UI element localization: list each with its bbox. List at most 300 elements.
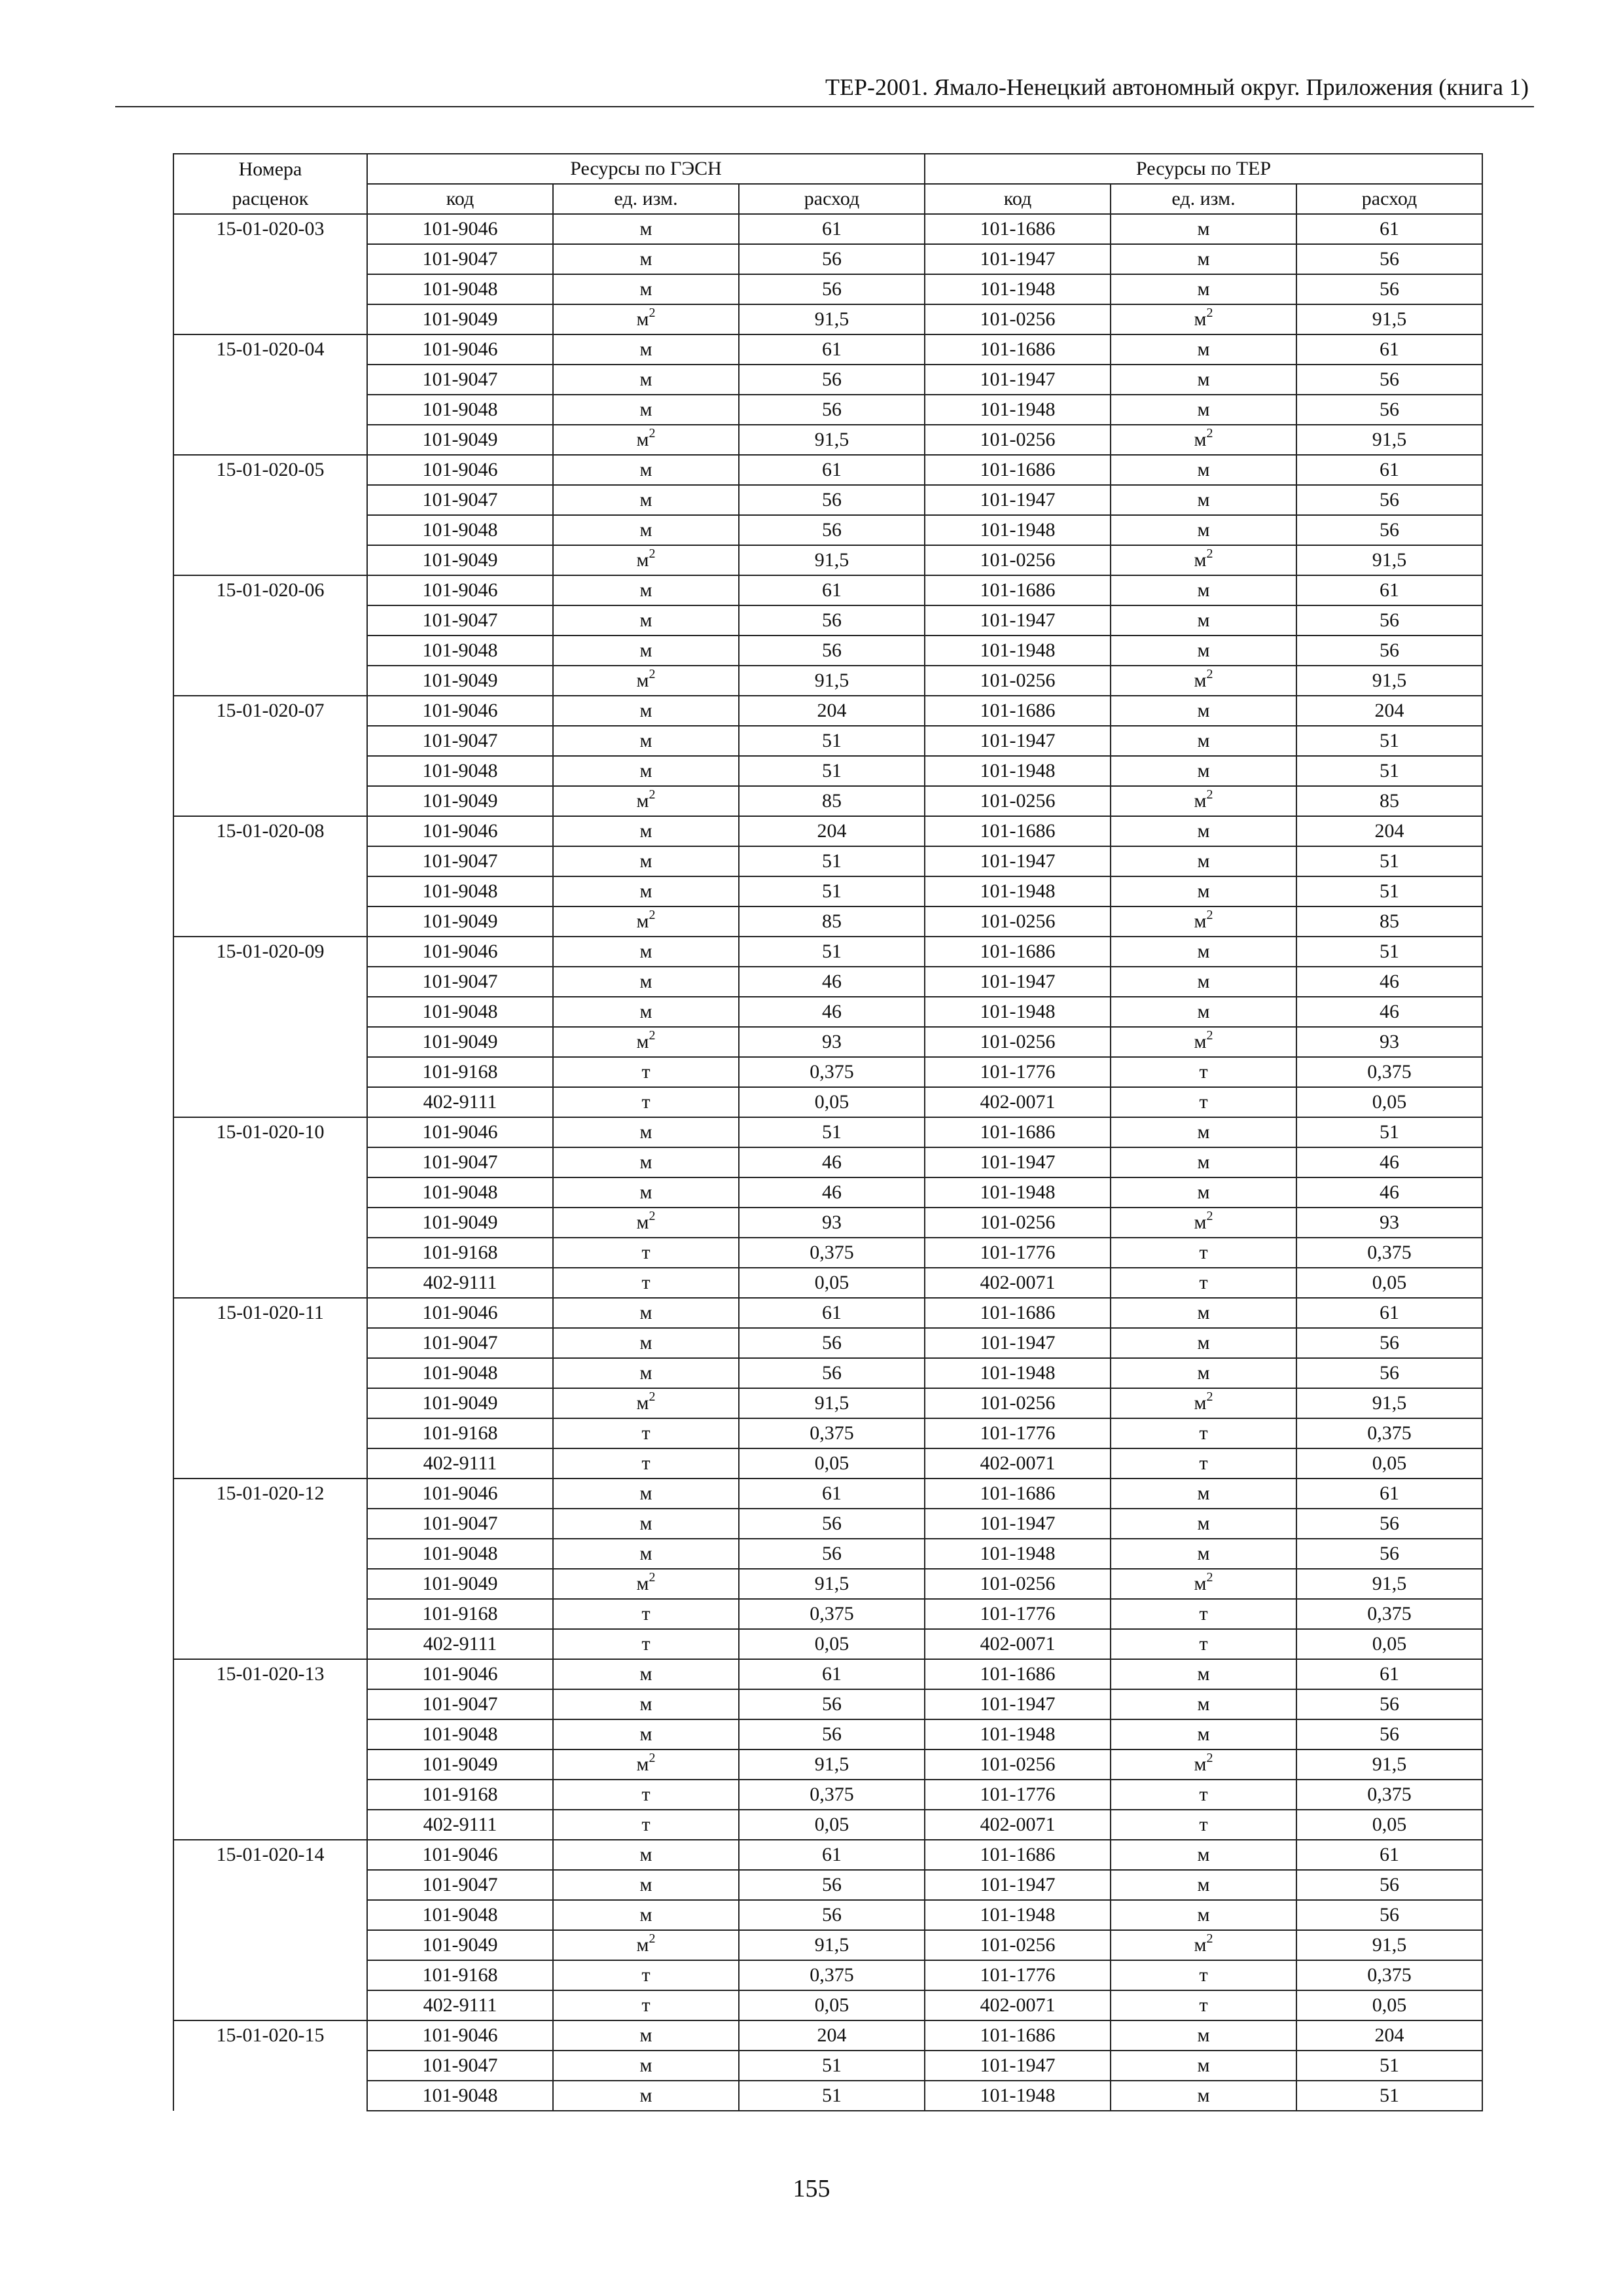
ter-unit-cell: т <box>1111 1629 1296 1659</box>
gesn-code-cell: 101-9049 <box>367 1208 553 1238</box>
ter-code-cell: 101-1948 <box>925 1719 1111 1749</box>
gesn-unit-cell: м <box>553 334 739 365</box>
ter-amount-cell: 56 <box>1296 636 1482 666</box>
ter-amount-cell: 46 <box>1296 967 1482 997</box>
ter-amount-cell: 0,05 <box>1296 1629 1482 1659</box>
gesn-code-cell: 101-9047 <box>367 1509 553 1539</box>
table-row <box>173 1990 1482 2020</box>
page-number: 155 <box>793 2175 830 2202</box>
gesn-amount-cell: 61 <box>739 455 925 485</box>
ter-amount-cell: 56 <box>1296 395 1482 425</box>
ter-unit-cell: м <box>1111 816 1296 846</box>
table-row <box>173 1780 1482 1810</box>
ter-code-cell: 101-1948 <box>925 274 1111 304</box>
gesn-unit-cell: т <box>553 1599 739 1629</box>
table-row <box>173 937 1482 967</box>
ter-amount-cell: 46 <box>1296 1177 1482 1208</box>
gesn-amount-cell: 91,5 <box>739 1388 925 1418</box>
ter-unit-cell: $м^2$ <box>1111 1930 1296 1960</box>
gesn-unit-cell: м <box>553 515 739 545</box>
ter-code-cell: 101-0256 <box>925 1930 1111 1960</box>
ter-unit-cell: $м^2$ <box>1111 425 1296 455</box>
rate-number: 15-01-020-07 <box>173 696 367 816</box>
gesn-unit-cell: т <box>553 1087 739 1117</box>
ter-unit-cell: т <box>1111 1087 1296 1117</box>
gesn-amount-cell: 204 <box>739 2020 925 2051</box>
ter-amount-cell: 51 <box>1296 937 1482 967</box>
ter-code-cell: 101-1948 <box>925 636 1111 666</box>
gesn-code-cell: 101-9048 <box>367 997 553 1027</box>
rate-number: 15-01-020-09 <box>173 937 367 1117</box>
table-row <box>173 334 1482 365</box>
table-row <box>173 2081 1482 2111</box>
ter-unit-cell: $м^2$ <box>1111 1388 1296 1418</box>
ter-unit-cell: м <box>1111 696 1296 726</box>
gesn-amount-cell: 56 <box>739 274 925 304</box>
ter-code-cell: 101-1686 <box>925 2020 1111 2051</box>
gesn-amount-cell: 46 <box>739 997 925 1027</box>
ter-amount-cell: 91,5 <box>1296 1749 1482 1780</box>
gesn-unit-cell: т <box>553 1238 739 1268</box>
gesn-unit-cell: т <box>553 1448 739 1479</box>
ter-unit-cell: м <box>1111 967 1296 997</box>
ter-code-cell: 101-1948 <box>925 1358 1111 1388</box>
gesn-unit-cell: м <box>553 636 739 666</box>
ter-code-cell: 101-1948 <box>925 1177 1111 1208</box>
ter-amount-cell: 51 <box>1296 1117 1482 1147</box>
ter-code-cell: 402-0071 <box>925 1629 1111 1659</box>
gesn-unit-cell: $м^2$ <box>553 1027 739 1057</box>
gesn-amount-cell: 56 <box>739 1719 925 1749</box>
ter-code-cell: 402-0071 <box>925 1087 1111 1117</box>
gesn-unit-cell: $м^2$ <box>553 666 739 696</box>
ter-code-cell: 101-1776 <box>925 1780 1111 1810</box>
ter-amount-cell: 56 <box>1296 485 1482 515</box>
ter-amount-cell: 56 <box>1296 1358 1482 1388</box>
ter-amount-cell: 56 <box>1296 1328 1482 1358</box>
gesn-code-cell: 402-9111 <box>367 1810 553 1840</box>
header-ter-amount: расход <box>1296 184 1482 214</box>
gesn-amount-cell: 51 <box>739 756 925 786</box>
gesn-unit-cell: $м^2$ <box>553 1388 739 1418</box>
ter-unit-cell: м <box>1111 1870 1296 1900</box>
table-row <box>173 1719 1482 1749</box>
gesn-amount-cell: 51 <box>739 2081 925 2111</box>
ter-unit-cell: м <box>1111 1328 1296 1358</box>
gesn-unit-cell: м <box>553 937 739 967</box>
gesn-unit-cell: м <box>553 1298 739 1328</box>
ter-code-cell: 101-1948 <box>925 515 1111 545</box>
ter-code-cell: 402-0071 <box>925 1990 1111 2020</box>
gesn-unit-cell: м <box>553 846 739 876</box>
ter-code-cell: 101-1948 <box>925 997 1111 1027</box>
gesn-code-cell: 101-9168 <box>367 1780 553 1810</box>
table-row <box>173 786 1482 816</box>
gesn-amount-cell: 61 <box>739 334 925 365</box>
gesn-unit-cell: м <box>553 1900 739 1930</box>
table-row <box>173 1629 1482 1659</box>
table-row <box>173 1659 1482 1689</box>
gesn-code-cell: 101-9049 <box>367 545 553 575</box>
gesn-code-cell: 101-9046 <box>367 816 553 846</box>
gesn-amount-cell: 91,5 <box>739 666 925 696</box>
ter-amount-cell: 56 <box>1296 1509 1482 1539</box>
ter-amount-cell: 56 <box>1296 1900 1482 1930</box>
ter-amount-cell: 91,5 <box>1296 666 1482 696</box>
ter-code-cell: 101-0256 <box>925 1027 1111 1057</box>
gesn-amount-cell: 46 <box>739 967 925 997</box>
ter-code-cell: 101-0256 <box>925 1208 1111 1238</box>
gesn-amount-cell: 93 <box>739 1027 925 1057</box>
gesn-unit-cell: м <box>553 605 739 636</box>
table-row <box>173 1117 1482 1147</box>
gesn-code-cell: 101-9049 <box>367 1388 553 1418</box>
ter-amount-cell: 61 <box>1296 214 1482 244</box>
gesn-amount-cell: 61 <box>739 1479 925 1509</box>
gesn-unit-cell: т <box>553 1960 739 1990</box>
ter-code-cell: 101-1686 <box>925 937 1111 967</box>
ter-code-cell: 101-1947 <box>925 1147 1111 1177</box>
gesn-amount-cell: 51 <box>739 937 925 967</box>
gesn-unit-cell: м <box>553 1509 739 1539</box>
gesn-amount-cell: 51 <box>739 2051 925 2081</box>
table-row <box>173 274 1482 304</box>
ter-amount-cell: 51 <box>1296 846 1482 876</box>
gesn-amount-cell: 56 <box>739 1870 925 1900</box>
ter-amount-cell: 61 <box>1296 575 1482 605</box>
table-row <box>173 1749 1482 1780</box>
table-row <box>173 1569 1482 1599</box>
gesn-amount-cell: 0,05 <box>739 1087 925 1117</box>
gesn-code-cell: 101-9168 <box>367 1599 553 1629</box>
gesn-code-cell: 101-9048 <box>367 756 553 786</box>
table-row <box>173 876 1482 906</box>
ter-unit-cell: м <box>1111 1358 1296 1388</box>
ter-unit-cell: м <box>1111 244 1296 274</box>
ter-code-cell: 101-1686 <box>925 1298 1111 1328</box>
ter-code-cell: 101-1948 <box>925 395 1111 425</box>
table-row <box>173 1027 1482 1057</box>
ter-code-cell: 101-1947 <box>925 244 1111 274</box>
gesn-unit-cell: $м^2$ <box>553 786 739 816</box>
ter-unit-cell: м <box>1111 274 1296 304</box>
gesn-amount-cell: 51 <box>739 726 925 756</box>
gesn-code-cell: 402-9111 <box>367 1448 553 1479</box>
gesn-amount-cell: 0,375 <box>739 1418 925 1448</box>
ter-code-cell: 101-1948 <box>925 2081 1111 2111</box>
gesn-unit-cell: м <box>553 2020 739 2051</box>
header-gesn-unit: ед. изм. <box>553 184 739 214</box>
ter-code-cell: 101-1776 <box>925 1057 1111 1087</box>
gesn-code-cell: 101-9046 <box>367 1298 553 1328</box>
gesn-code-cell: 101-9168 <box>367 1960 553 1990</box>
gesn-code-cell: 101-9048 <box>367 395 553 425</box>
ter-unit-cell: м <box>1111 214 1296 244</box>
ter-amount-cell: 61 <box>1296 1479 1482 1509</box>
ter-code-cell: 101-1947 <box>925 726 1111 756</box>
ter-amount-cell: 93 <box>1296 1208 1482 1238</box>
rate-number: 15-01-020-08 <box>173 816 367 937</box>
gesn-amount-cell: 56 <box>739 244 925 274</box>
ter-unit-cell: $м^2$ <box>1111 906 1296 937</box>
gesn-unit-cell: м <box>553 1147 739 1177</box>
ter-code-cell: 101-1686 <box>925 575 1111 605</box>
ter-code-cell: 101-1947 <box>925 485 1111 515</box>
ter-amount-cell: 61 <box>1296 1840 1482 1870</box>
ter-unit-cell: м <box>1111 575 1296 605</box>
gesn-unit-cell: м <box>553 1659 739 1689</box>
gesn-unit-cell: $м^2$ <box>553 1208 739 1238</box>
ter-amount-cell: 91,5 <box>1296 1930 1482 1960</box>
table-row <box>173 244 1482 274</box>
ter-amount-cell: 0,05 <box>1296 1268 1482 1298</box>
ter-amount-cell: 0,375 <box>1296 1057 1482 1087</box>
ter-unit-cell: м <box>1111 334 1296 365</box>
ter-amount-cell: 56 <box>1296 1689 1482 1719</box>
gesn-code-cell: 101-9048 <box>367 1539 553 1569</box>
table-row <box>173 1870 1482 1900</box>
gesn-code-cell: 101-9047 <box>367 1870 553 1900</box>
ter-unit-cell: м <box>1111 1177 1296 1208</box>
gesn-amount-cell: 61 <box>739 214 925 244</box>
ter-code-cell: 101-1686 <box>925 696 1111 726</box>
gesn-unit-cell: $м^2$ <box>553 1930 739 1960</box>
gesn-amount-cell: 56 <box>739 636 925 666</box>
header-title: ТЕР-2001. Ямало-Ненецкий автономный округ. Приложения (книга 1) <box>825 74 1529 100</box>
table-row <box>173 365 1482 395</box>
ter-amount-cell: 204 <box>1296 696 1482 726</box>
ter-unit-cell: м <box>1111 1509 1296 1539</box>
ter-code-cell: 101-1686 <box>925 1117 1111 1147</box>
ter-code-cell: 101-1948 <box>925 1900 1111 1930</box>
gesn-unit-cell: м <box>553 455 739 485</box>
ter-unit-cell: м <box>1111 1298 1296 1328</box>
gesn-unit-cell: $м^2$ <box>553 1749 739 1780</box>
gesn-unit-cell: $м^2$ <box>553 304 739 334</box>
gesn-amount-cell: 56 <box>739 365 925 395</box>
table-row <box>173 545 1482 575</box>
ter-unit-cell: м <box>1111 1719 1296 1749</box>
gesn-code-cell: 101-9046 <box>367 1659 553 1689</box>
ter-code-cell: 101-1776 <box>925 1599 1111 1629</box>
ter-amount-cell: 0,05 <box>1296 1990 1482 2020</box>
gesn-unit-cell: $м^2$ <box>553 1569 739 1599</box>
gesn-unit-cell: т <box>553 1990 739 2020</box>
gesn-unit-cell: т <box>553 1780 739 1810</box>
ter-unit-cell: м <box>1111 636 1296 666</box>
table-row <box>173 1147 1482 1177</box>
table-row <box>173 1418 1482 1448</box>
ter-unit-cell: м <box>1111 756 1296 786</box>
ter-code-cell: 101-1776 <box>925 1960 1111 1990</box>
ter-unit-cell: м <box>1111 2020 1296 2051</box>
ter-amount-cell: 0,05 <box>1296 1810 1482 1840</box>
gesn-amount-cell: 85 <box>739 906 925 937</box>
gesn-unit-cell: м <box>553 696 739 726</box>
ter-code-cell: 101-1686 <box>925 214 1111 244</box>
ter-code-cell: 101-0256 <box>925 786 1111 816</box>
gesn-amount-cell: 91,5 <box>739 1930 925 1960</box>
rate-number: 15-01-020-03 <box>173 214 367 334</box>
table-row <box>173 605 1482 636</box>
header-ter-code: код <box>925 184 1111 214</box>
header-gesn-group: Ресурсы по ГЭСН <box>367 154 925 184</box>
resources-table <box>173 153 1483 2111</box>
rate-number: 15-01-020-13 <box>173 1659 367 1840</box>
table-row <box>173 1268 1482 1298</box>
gesn-code-cell: 101-9047 <box>367 605 553 636</box>
table-row <box>173 846 1482 876</box>
ter-unit-cell: т <box>1111 1238 1296 1268</box>
table-row <box>173 1900 1482 1930</box>
ter-code-cell: 101-1947 <box>925 1328 1111 1358</box>
header-gesn-code: код <box>367 184 553 214</box>
ter-code-cell: 101-0256 <box>925 666 1111 696</box>
gesn-unit-cell: м <box>553 756 739 786</box>
gesn-unit-cell: $м^2$ <box>553 425 739 455</box>
ter-unit-cell: м <box>1111 2051 1296 2081</box>
table-row <box>173 485 1482 515</box>
gesn-unit-cell: м <box>553 967 739 997</box>
table-row <box>173 1177 1482 1208</box>
gesn-amount-cell: 0,375 <box>739 1599 925 1629</box>
ter-unit-cell: м <box>1111 2081 1296 2111</box>
ter-amount-cell: 56 <box>1296 274 1482 304</box>
ter-unit-cell: м <box>1111 1479 1296 1509</box>
gesn-code-cell: 101-9047 <box>367 244 553 274</box>
gesn-code-cell: 101-9046 <box>367 1479 553 1509</box>
ter-amount-cell: 61 <box>1296 334 1482 365</box>
ter-amount-cell: 91,5 <box>1296 304 1482 334</box>
gesn-amount-cell: 61 <box>739 1840 925 1870</box>
gesn-code-cell: 101-9046 <box>367 2020 553 2051</box>
ter-unit-cell: м <box>1111 937 1296 967</box>
gesn-amount-cell: 0,05 <box>739 1990 925 2020</box>
ter-code-cell: 101-1947 <box>925 1689 1111 1719</box>
gesn-code-cell: 101-9168 <box>367 1057 553 1087</box>
ter-unit-cell: $м^2$ <box>1111 545 1296 575</box>
gesn-amount-cell: 0,05 <box>739 1448 925 1479</box>
gesn-amount-cell: 51 <box>739 846 925 876</box>
gesn-code-cell: 101-9048 <box>367 876 553 906</box>
gesn-unit-cell: м <box>553 365 739 395</box>
table-row <box>173 1930 1482 1960</box>
ter-code-cell: 402-0071 <box>925 1268 1111 1298</box>
gesn-amount-cell: 0,05 <box>739 1268 925 1298</box>
gesn-amount-cell: 51 <box>739 1117 925 1147</box>
rate-number: 15-01-020-05 <box>173 455 367 575</box>
table-row <box>173 1689 1482 1719</box>
ter-amount-cell: 0,05 <box>1296 1087 1482 1117</box>
table-row <box>173 1960 1482 1990</box>
gesn-amount-cell: 61 <box>739 1659 925 1689</box>
ter-code-cell: 101-1686 <box>925 1479 1111 1509</box>
ter-code-cell: 101-1686 <box>925 816 1111 846</box>
running-header <box>115 72 1534 107</box>
gesn-unit-cell: м <box>553 1719 739 1749</box>
gesn-amount-cell: 56 <box>739 605 925 636</box>
gesn-code-cell: 101-9049 <box>367 1027 553 1057</box>
ter-code-cell: 101-1686 <box>925 455 1111 485</box>
gesn-amount-cell: 204 <box>739 696 925 726</box>
gesn-amount-cell: 56 <box>739 395 925 425</box>
ter-unit-cell: $м^2$ <box>1111 1569 1296 1599</box>
gesn-amount-cell: 0,375 <box>739 1960 925 1990</box>
gesn-unit-cell: т <box>553 1418 739 1448</box>
ter-amount-cell: 61 <box>1296 1659 1482 1689</box>
ter-code-cell: 101-1947 <box>925 2051 1111 2081</box>
table-row <box>173 1539 1482 1569</box>
gesn-unit-cell: м <box>553 876 739 906</box>
ter-code-cell: 101-1776 <box>925 1238 1111 1268</box>
gesn-code-cell: 402-9111 <box>367 1268 553 1298</box>
gesn-amount-cell: 56 <box>739 1509 925 1539</box>
ter-amount-cell: 56 <box>1296 1539 1482 1569</box>
ter-unit-cell: м <box>1111 605 1296 636</box>
gesn-code-cell: 101-9049 <box>367 666 553 696</box>
ter-unit-cell: т <box>1111 1990 1296 2020</box>
table-row <box>173 1208 1482 1238</box>
ter-code-cell: 101-1948 <box>925 1539 1111 1569</box>
rate-number: 15-01-020-12 <box>173 1479 367 1659</box>
ter-code-cell: 101-1947 <box>925 846 1111 876</box>
gesn-code-cell: 101-9047 <box>367 1328 553 1358</box>
ter-code-cell: 101-1947 <box>925 365 1111 395</box>
ter-code-cell: 101-0256 <box>925 1569 1111 1599</box>
header-ter-unit: ед. изм. <box>1111 184 1296 214</box>
ter-amount-cell: 51 <box>1296 756 1482 786</box>
ter-code-cell: 101-1686 <box>925 1840 1111 1870</box>
table-row <box>173 1328 1482 1358</box>
gesn-unit-cell: м <box>553 1479 739 1509</box>
ter-amount-cell: 56 <box>1296 605 1482 636</box>
ter-amount-cell: 56 <box>1296 515 1482 545</box>
gesn-unit-cell: т <box>553 1057 739 1087</box>
table-row <box>173 515 1482 545</box>
gesn-amount-cell: 56 <box>739 1328 925 1358</box>
table-row <box>173 756 1482 786</box>
ter-code-cell: 101-0256 <box>925 1749 1111 1780</box>
gesn-unit-cell: м <box>553 997 739 1027</box>
gesn-code-cell: 101-9047 <box>367 1689 553 1719</box>
ter-amount-cell: 91,5 <box>1296 1388 1482 1418</box>
table-row <box>173 214 1482 244</box>
ter-unit-cell: т <box>1111 1418 1296 1448</box>
header-number-line2: расценок <box>173 184 367 214</box>
ter-unit-cell: м <box>1111 1659 1296 1689</box>
ter-amount-cell: 85 <box>1296 786 1482 816</box>
gesn-amount-cell: 46 <box>739 1147 925 1177</box>
table-row <box>173 636 1482 666</box>
gesn-amount-cell: 91,5 <box>739 1569 925 1599</box>
ter-code-cell: 101-0256 <box>925 304 1111 334</box>
ter-amount-cell: 61 <box>1296 1298 1482 1328</box>
table-row <box>173 304 1482 334</box>
table-row <box>173 1358 1482 1388</box>
gesn-code-cell: 101-9048 <box>367 274 553 304</box>
ter-unit-cell: м <box>1111 726 1296 756</box>
ter-code-cell: 101-1686 <box>925 1659 1111 1689</box>
ter-unit-cell: $м^2$ <box>1111 666 1296 696</box>
gesn-unit-cell: м <box>553 1539 739 1569</box>
ter-code-cell: 101-0256 <box>925 425 1111 455</box>
gesn-code-cell: 101-9168 <box>367 1238 553 1268</box>
table-row <box>173 696 1482 726</box>
ter-unit-cell: т <box>1111 1810 1296 1840</box>
table-row <box>173 906 1482 937</box>
ter-unit-cell: м <box>1111 455 1296 485</box>
gesn-unit-cell: м <box>553 1358 739 1388</box>
